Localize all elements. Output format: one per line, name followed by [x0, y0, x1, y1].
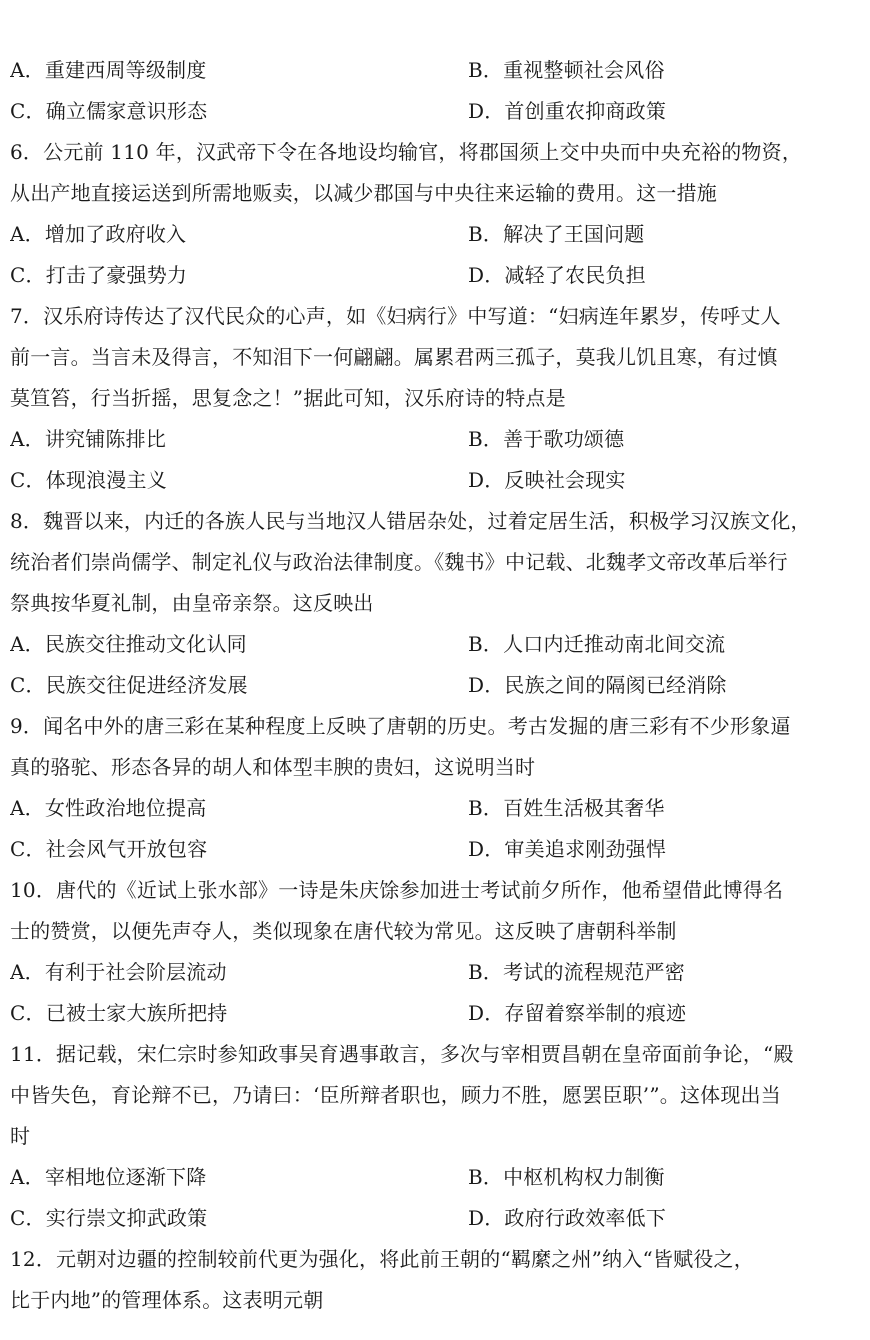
q9-option-c: C．社会风气开放包容: [10, 837, 208, 861]
q9-options-row-2: [10, 829, 856, 870]
q8-option-a: A．民族交往推动文化认同: [10, 632, 247, 656]
q10-options-row-2: [10, 993, 856, 1034]
q8-stem-line-3: 祭典按华夏礼制，由皇帝亲祭。这反映出: [10, 591, 374, 615]
q9-options-row-1: [10, 788, 856, 829]
q11-stem-line-2: 中皆失色，育论辩不已，乃请曰：‘臣所辩者职也，顾力不胜，愿罢臣职’”。这体现出当: [10, 1083, 781, 1107]
q11-option-b: B．中枢机构权力制衡: [468, 1165, 665, 1189]
q5-option-c: C．确立儒家意识形态: [10, 99, 208, 123]
q6-stem-line-2: 从出产地直接运送到所需地贩卖，以减少郡国与中央往来运输的费用。这一措施: [10, 181, 717, 205]
q12-stem-line-2: 比于内地”的管理体系。这表明元朝: [10, 1288, 324, 1312]
q8-stem-line-1: 8．魏晋以来，内迁的各族人民与当地汉人错居杂处，过着定居生活，积极学习汉族文化，: [10, 509, 811, 533]
q7-option-d: D．反映社会现实: [468, 468, 626, 492]
q5-options-row-1: [10, 50, 856, 91]
q11-options-row-1: [10, 1157, 856, 1198]
q8-options-row-1: [10, 624, 856, 665]
q7-stem-line-3: 莫笪笞，行当折摇，思复念之！”据此可知，汉乐府诗的特点是: [10, 386, 566, 410]
q7-options-row-2: [10, 460, 856, 501]
q11-stem-line-3: 时: [10, 1124, 31, 1148]
q11-option-d: D．政府行政效率低下: [468, 1206, 667, 1230]
q6-options-row-1: [10, 214, 856, 255]
q10-option-b: B．考试的流程规范严密: [468, 960, 685, 984]
q6-stem-line-1: 6．公元前 110 年，汉武帝下令在各地设均输官，将郡国须上交中央而中央充裕的物资，: [10, 140, 803, 164]
q12-stem-line-1: 12．元朝对边疆的控制较前代更为强化，将此前王朝的“羁縻之州”纳入“皆赋役之，: [10, 1247, 754, 1271]
q7-option-b: B．善于歌功颂德: [468, 427, 625, 451]
q11-stem-line-1: 11．据记载，宋仁宗时参知政事吴育遇事敢言，多次与宰相贾昌朝在皇帝面前争论，“殿: [10, 1042, 794, 1066]
q8-stem-line-2: 统治者们崇尚儒学、制定礼仪与政治法律制度。《魏书》中记载、北魏孝文帝改革后举行: [10, 550, 788, 574]
q9-option-a: A．女性政治地位提高: [10, 796, 207, 820]
q5-option-a: A．重建西周等级制度: [10, 58, 207, 82]
q11-options-row-2: [10, 1198, 856, 1239]
q8-options-row-2: [10, 665, 856, 706]
q6-option-a: A．增加了政府收入: [10, 222, 187, 246]
q10-options-row-1: [10, 952, 856, 993]
q7-stem-line-2: 前一言。当言未及得言，不知泪下一何翩翩。属累君两三孤子，莫我儿饥且寒，有过慎: [10, 345, 778, 369]
q7-option-a: A．讲究铺陈排比: [10, 427, 167, 451]
q10-option-c: C．已被士家大族所把持: [10, 1001, 228, 1025]
q6-option-b: B．解决了王国问题: [468, 222, 645, 246]
q5-option-d: D．首创重农抑商政策: [468, 99, 667, 123]
q8-option-c: C．民族交往促进经济发展: [10, 673, 248, 697]
q9-stem-line-2: 真的骆驼、形态各异的胡人和体型丰腴的贵妇，这说明当时: [10, 755, 536, 779]
q6-option-c: C．打击了豪强势力: [10, 263, 188, 287]
q6-options-row-2: [10, 255, 856, 296]
q10-stem-line-2: 士的赞赏，以便先声夺人，类似现象在唐代较为常见。这反映了唐朝科举制: [10, 919, 677, 943]
q9-option-b: B．百姓生活极其奢华: [468, 796, 665, 820]
q7-options-row-1: [10, 419, 856, 460]
q5-options-row-2: [10, 91, 856, 132]
q9-stem-line-1: 9．闻名中外的唐三彩在某种程度上反映了唐朝的历史。考古发掘的唐三彩有不少形象逼: [10, 714, 791, 738]
q11-option-c: C．实行崇文抑武政策: [10, 1206, 208, 1230]
q9-option-d: D．审美追求刚劲强悍: [468, 837, 667, 861]
q8-option-b: B．人口内迁推动南北间交流: [468, 632, 726, 656]
q7-stem-line-1: 7．汉乐府诗传达了汉代民众的心声，如《妇病行》中写道：“妇病连年累岁，传呼丈人: [10, 304, 781, 328]
q6-option-d: D．减轻了农民负担: [468, 263, 646, 287]
q10-stem-line-1: 10．唐代的《近试上张水部》一诗是朱庆馀参加进士考试前夕所作，他希望借此博得名: [10, 878, 784, 902]
q10-option-a: A．有利于社会阶层流动: [10, 960, 227, 984]
q7-option-c: C．体现浪漫主义: [10, 468, 167, 492]
q10-option-d: D．存留着察举制的痕迹: [468, 1001, 687, 1025]
q8-option-d: D．民族之间的隔阂已经消除: [468, 673, 727, 697]
q5-option-b: B．重视整顿社会风俗: [468, 58, 665, 82]
q11-option-a: A．宰相地位逐渐下降: [10, 1165, 207, 1189]
